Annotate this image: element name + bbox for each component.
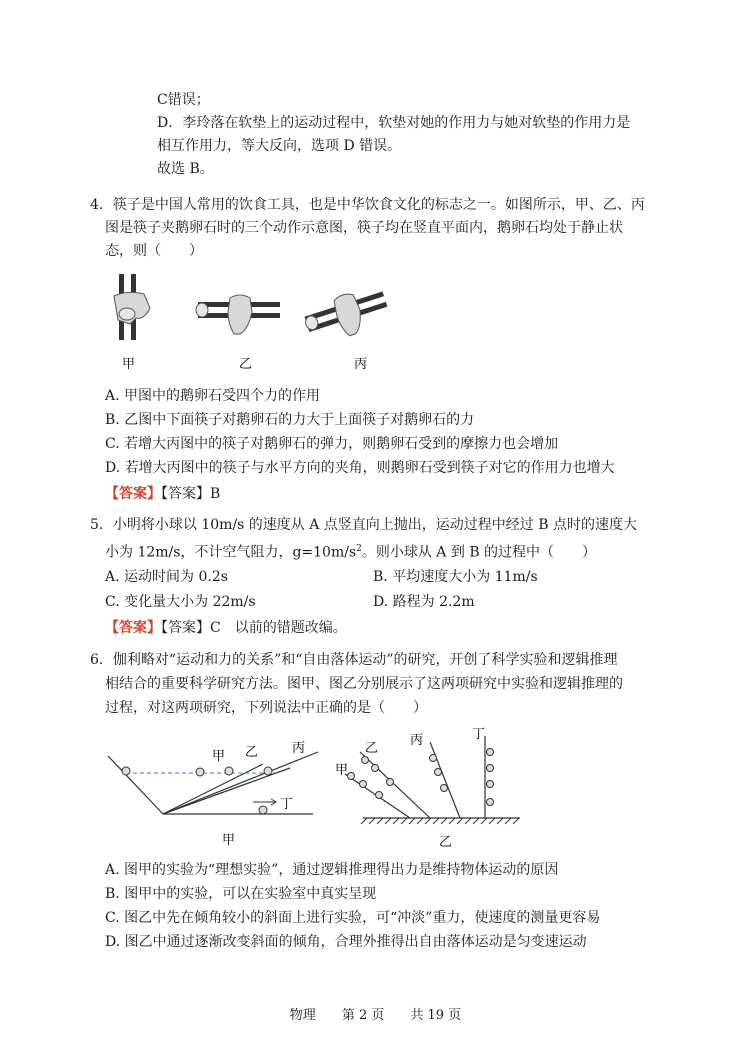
q5-option-b: B. 平均速度大小为 11m/s [373, 569, 538, 585]
freefall-label-bing: 丙 [410, 733, 424, 748]
q4-option-a: A. 甲图中的鹅卵石受四个力的作用 [105, 388, 321, 404]
freefall-label-ding: 丁 [472, 727, 486, 742]
footer-subject: 物理 [289, 1008, 316, 1023]
free-fall-figure-yi [335, 722, 535, 857]
q4-stem-line-3: 态，则（ ） [105, 243, 203, 259]
answer-tag: 【答案】 [105, 620, 161, 636]
incline-label-jia: 甲 [212, 749, 226, 764]
q5-stem-2b: 。则小球从 A 到 B 的过程中（ ） [361, 544, 597, 561]
q4-option-c: C. 若增大丙图中的筷子对鹅卵石的弹力，则鹅卵石受到的摩擦力也会增加 [105, 436, 559, 452]
fig-label-jia: 甲 [122, 357, 136, 372]
freefall-label-jia: 甲 [335, 763, 349, 778]
q6-stem-line-3: 过程，对这两项研究，下列说法中正确的是（ ） [105, 700, 427, 716]
chopsticks-fig-yi [196, 295, 280, 372]
footer-total: 共 19 页 [410, 1008, 462, 1023]
prev-line-d2: 相互作用力，等大反向，选项 D 错误。 [157, 138, 402, 154]
q5-option-a: A. 运动时间为 0.2s [105, 569, 228, 585]
page-footer [0, 1004, 751, 1023]
q5-stem-line-1: 5．小明将小球以 10m/s 的速度从 A 点竖直向上抛出，运动过程中经过 B 点时的速度大 [90, 517, 637, 533]
q5-stem-sup: 2 [356, 544, 362, 554]
q5-option-d: D. 路程为 2.2m [373, 594, 475, 610]
prev-line-c: C错误； [157, 92, 210, 108]
incline-label-ding: 丁 [280, 797, 294, 812]
q6-stem-line-2: 相结合的重要科学研究方法。图甲、图乙分别展示了这两项研究中实验和逻辑推理的 [105, 676, 623, 692]
prev-conclusion: 故选 B。 [157, 161, 214, 177]
q6-option-b: B. 图甲中的实验，可以在实验室中真实呈现 [105, 886, 377, 902]
q4-option-b: B. 乙图中下面筷子对鹅卵石的力大于上面筷子对鹅卵石的力 [105, 412, 475, 428]
q6-option-a: A. 图甲的实验为“理想实验”，通过逻辑推理得出力是维持物体运动的原因 [105, 862, 559, 878]
q4-answer-text: 【答案】B [161, 486, 221, 502]
q6-option-c: C. 图乙中先在倾角较小的斜面上进行实验，可“冲淡”重力，使速度的测量更容易 [105, 910, 601, 926]
figure-caption-yi: 乙 [439, 835, 453, 850]
q4-stem-line-1: 4．筷子是中国人常用的饮食工具，也是中华饮食文化的标志之一。如图所示，甲、乙、丙 [90, 197, 645, 213]
q5-answer [105, 618, 347, 638]
incline-label-yi: 乙 [245, 745, 259, 760]
q5-stem-2a: 小为 12m/s，不计空气阻力，g=10m/s [105, 544, 357, 561]
footer-page: 第 2 页 [341, 1008, 385, 1023]
inclined-plane-figure-jia [108, 726, 338, 856]
prev-line-d1: D．李玲落在软垫上的运动过程中，软垫对她的作用力与她对软垫的作用力是 [157, 115, 631, 131]
fig-label-bing: 丙 [354, 357, 368, 372]
q5-stem-line-2 [105, 539, 596, 563]
q5-option-c: C. 变化量大小为 22m/s [105, 594, 256, 610]
chopsticks-fig-bing [301, 283, 393, 372]
figure-caption-jia: 甲 [222, 833, 236, 848]
fig-label-yi: 乙 [239, 357, 253, 372]
chopsticks-figure [100, 268, 400, 378]
chopsticks-fig-jia [114, 274, 150, 372]
q5-answer-text: 【答案】C 以前的错题改编。 [161, 620, 347, 636]
q4-option-d: D. 若增大丙图中的筷子与水平方向的夹角，则鹅卵石受到筷子对它的作用力也增大 [105, 460, 615, 476]
answer-tag: 【答案】 [105, 486, 161, 502]
q4-answer [105, 484, 220, 504]
q6-stem-line-1: 6．伽利略对“运动和力的关系”和“自由落体运动”的研究，开创了科学实验和逻辑推理 [90, 652, 618, 668]
incline-label-bing: 丙 [292, 741, 306, 756]
q6-option-d: D. 图乙中通过逐渐改变斜面的倾角，合理外推得出自由落体运动是匀变速运动 [105, 934, 587, 950]
freefall-label-yi: 乙 [365, 741, 379, 756]
q4-stem-line-2: 图是筷子夹鹅卵石时的三个动作示意图，筷子均在竖直平面内，鹅卵石均处于静止状 [105, 220, 623, 236]
